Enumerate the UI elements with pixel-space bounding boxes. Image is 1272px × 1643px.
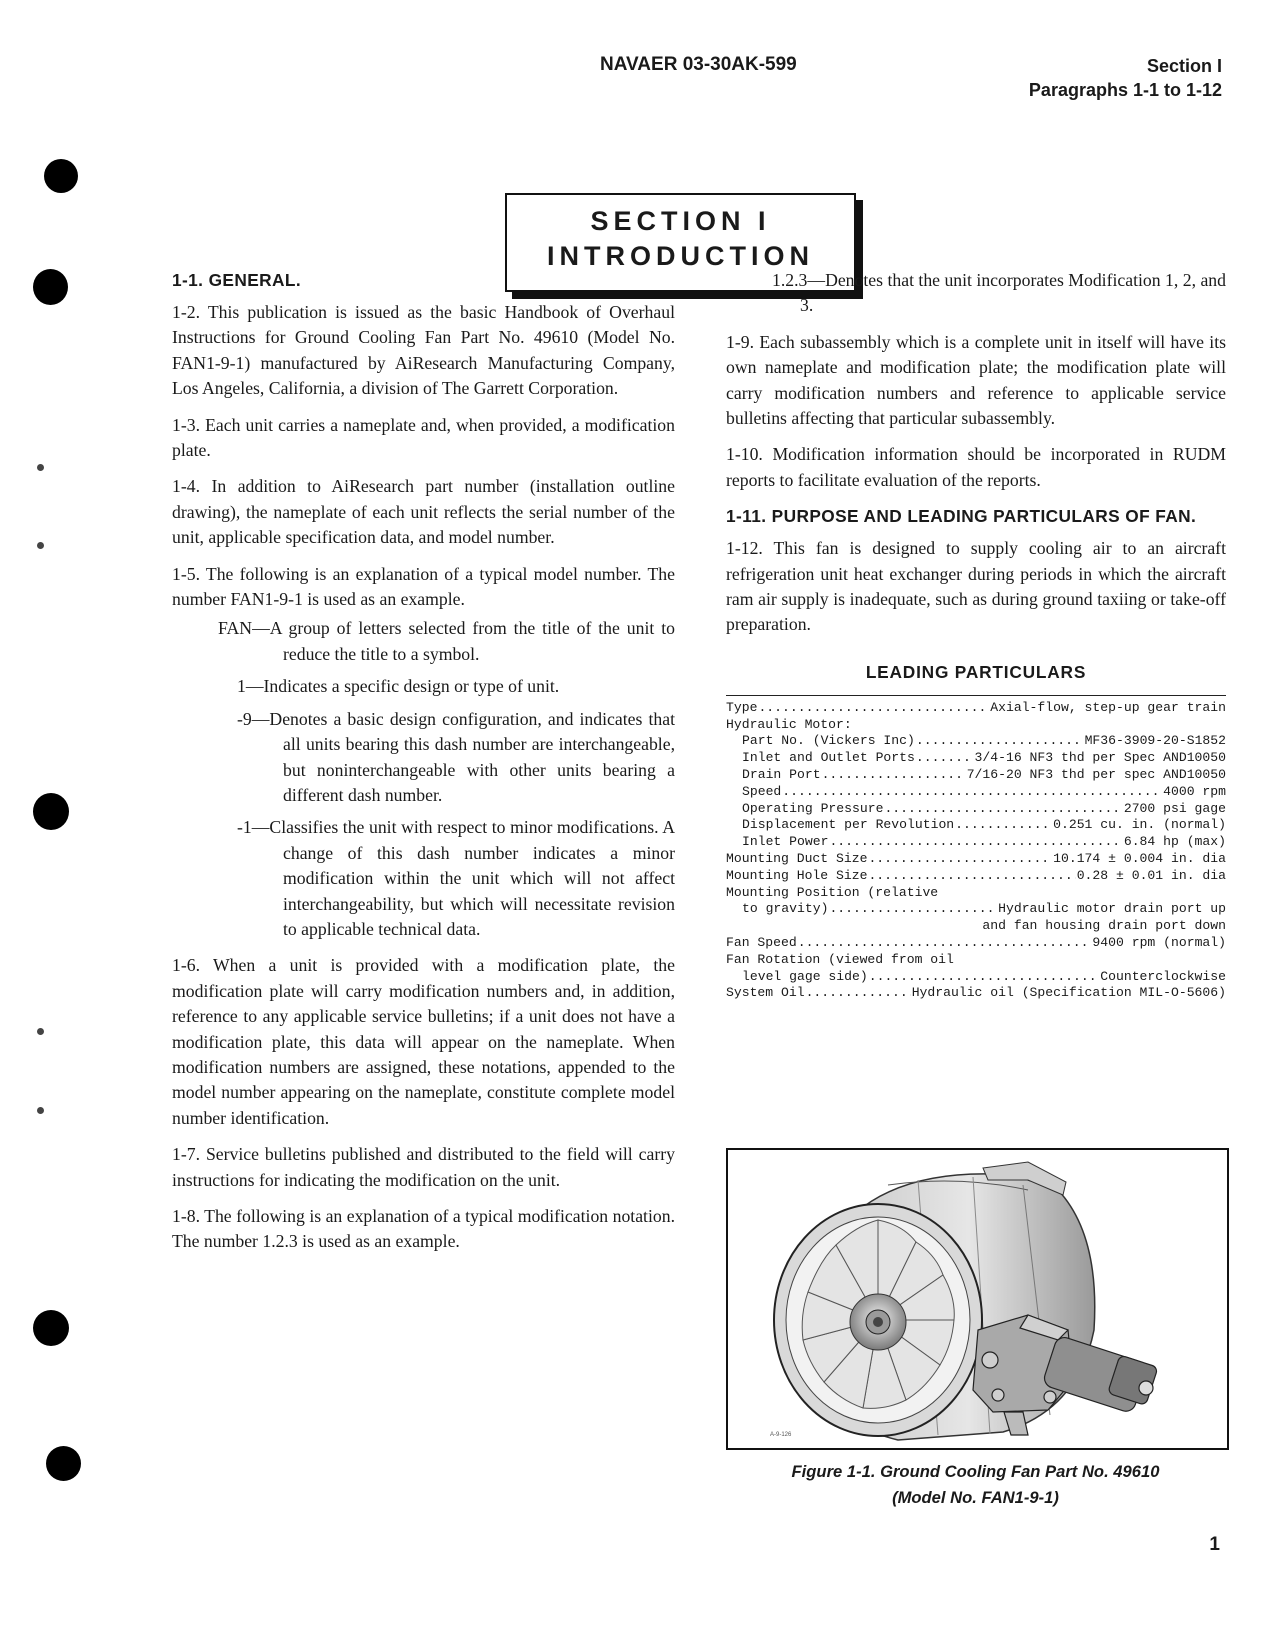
photo-id: A-9-126 xyxy=(770,1432,792,1438)
paragraph-1-9: 1-9. Each subassembly which is a complete unit in itself will have its own nameplate and modification plate; the modification plate will carry modification numbers and reference to applicable service bulletins affecting that particular subassembly. xyxy=(726,331,1226,429)
table-rule xyxy=(726,695,1226,696)
margin-dot xyxy=(37,1028,44,1035)
definition-fan: FAN—A group of letters selected from the title of the unit to reduce the title to a symbol. xyxy=(218,618,675,664)
paragraph-1-12: 1-12. This fan is designed to supply cooling air to an aircraft refrigeration unit heat exchanger during periods in which the aircraft ram air supply is inadequate, such as during ground taxiing or take-off preparation. xyxy=(726,538,1226,635)
paragraph-1-6: 1-6. When a unit is provided with a modification plate, the modification plate will carry modification numbers and, in addition, reference to any applicable service bulletins; if a unit does not have a modification plate, this data will appear on the nameplate. When modification numbers are assigned, these notations, appended to the model number appearing on the nameplate, constitute complete model number identification. xyxy=(172,955,675,1128)
lp-row: System Oil ..... Hydraulic oil (Specification MIL-O-5606) xyxy=(726,985,1226,1002)
definition-dash-1: -1—Classifies the unit with respect to minor modifications. A change of this dash number indicates a minor modification within the unit which will not affect interchangeability, but which will necessitate revision to applicable technical data. xyxy=(237,817,675,939)
paragraph-1-4: 1-4. In addition to AiResearch part number (installation outline drawing), the nameplate of each unit reflects the serial number of the unit, applicable specification data, and model number. xyxy=(172,476,675,548)
paragraph-1-3: 1-3. Each unit carries a nameplate and, when provided, a modification plate. xyxy=(172,414,675,461)
figure-caption-line2: (Model No. FAN1-9-1) xyxy=(892,1488,1059,1507)
punch-hole-2 xyxy=(33,269,68,305)
left-column xyxy=(172,268,675,1266)
figure-frame xyxy=(726,1148,1229,1450)
lp-row: Fan Speed ..... 9400 rpm (normal) xyxy=(726,935,1226,952)
lp-row: level gage side) ..... Counterclockwise xyxy=(726,969,1226,986)
document-number: NAVAER 03-30AK-599 xyxy=(600,54,797,75)
paragraph-1-8: 1-8. The following is an explanation of a typical modification notation. The number 1.2.3 is used as an example. xyxy=(172,1206,675,1252)
leading-particulars-title: LEADING PARTICULARS xyxy=(865,661,1087,682)
page-number: 1 xyxy=(1209,1534,1220,1555)
heading-purpose: 1-11. PURPOSE AND LEADING PARTICULARS OF FAN. xyxy=(726,506,1197,527)
punch-hole-5 xyxy=(46,1446,81,1481)
lp-row: Hydraulic Motor: xyxy=(726,716,852,732)
leading-particulars-table xyxy=(726,700,1226,1002)
lp-row: Part No. (Vickers Inc) ..... MF36-3909-20-S1852 xyxy=(726,733,1226,750)
lp-row: Inlet Power ..... 6.84 hp (max) xyxy=(726,834,1226,851)
lp-row: Speed ..... 4000 rpm xyxy=(726,784,1226,801)
section-label: Section I xyxy=(1146,56,1222,76)
margin-dot xyxy=(37,1107,44,1114)
lp-row: Type ..... Axial-flow, step-up gear train xyxy=(726,700,1226,717)
lp-row: Operating Pressure ..... 2700 psi gage xyxy=(726,801,1226,818)
heading-general: 1-1. GENERAL. xyxy=(172,270,302,290)
section-subtitle: INTRODUCTION xyxy=(547,241,814,271)
page-header-right xyxy=(1029,54,1222,102)
figure-caption-line1: Figure 1-1. Ground Cooling Fan Part No. 49610 xyxy=(791,1462,1160,1481)
paragraph-1-7: 1-7. Service bulletins published and distributed to the field will carry instructions for indicating the modification on the unit. xyxy=(172,1144,675,1190)
paragraph-1-2: 1-2. This publication is issued as the basic Handbook of Overhaul Instructions for Ground Cooling Fan Part No. 49610 (Model No. FAN1-9-1) manufactured by AiResearch Manufacturing Company, Los Angeles, California, a division of The Garrett Corporation. xyxy=(172,302,675,399)
margin-dot xyxy=(37,464,44,471)
punch-hole-4 xyxy=(33,1310,69,1346)
lp-row: Mounting Duct Size ..... 10.174 ± 0.004 in. dia xyxy=(726,851,1226,868)
definition-dash-9: -9—Denotes a basic design configuration, and indicates that all units bearing this dash number are interchangeable, but noninterchangeable with other units bearing a different dash number. xyxy=(237,708,675,805)
margin-dot xyxy=(37,542,44,549)
lp-row: Displacement per Revolution ..... 0.251 cu. in. (normal) xyxy=(726,817,1226,834)
paragraph-range: Paragraphs 1-1 to 1-12 xyxy=(1028,80,1222,100)
lp-row: and fan housing drain port down xyxy=(982,918,1226,934)
lp-row: Mounting Position (relative xyxy=(726,884,939,900)
lp-row: Inlet and Outlet Ports ..... 3/4-16 NF3 thd per Spec AND10050 xyxy=(726,750,1226,767)
ground-cooling-fan-illustration xyxy=(728,1150,1227,1448)
paragraph-1-5: 1-5. The following is an explanation of a typical model number. The number FAN1-9-1 is used as an example. xyxy=(172,563,675,610)
figure-caption xyxy=(726,1459,1225,1511)
punch-hole-1 xyxy=(44,159,78,193)
right-column xyxy=(726,268,1226,1002)
lp-row: Mounting Hole Size ..... 0.28 ± 0.01 in. dia xyxy=(726,868,1226,885)
paragraph-1-10: 1-10. Modification information should be incorporated in RUDM reports to facilitate evaluation of the reports. xyxy=(726,444,1226,490)
lp-row: Fan Rotation (viewed from oil xyxy=(726,951,954,967)
lp-row: to gravity) ..... Hydraulic motor drain port up xyxy=(726,901,1226,918)
lp-row: Drain Port ..... 7/16-20 NF3 thd per spec AND10050 xyxy=(726,767,1226,784)
definition-1: 1—Indicates a specific design or type of unit. xyxy=(237,676,560,697)
definition-1-2-3: 1.2.3—Denotes that the unit incorporates Modification 1, 2, and 3. xyxy=(772,270,1226,316)
section-title: SECTION I xyxy=(590,206,771,236)
punch-hole-3 xyxy=(33,793,69,830)
